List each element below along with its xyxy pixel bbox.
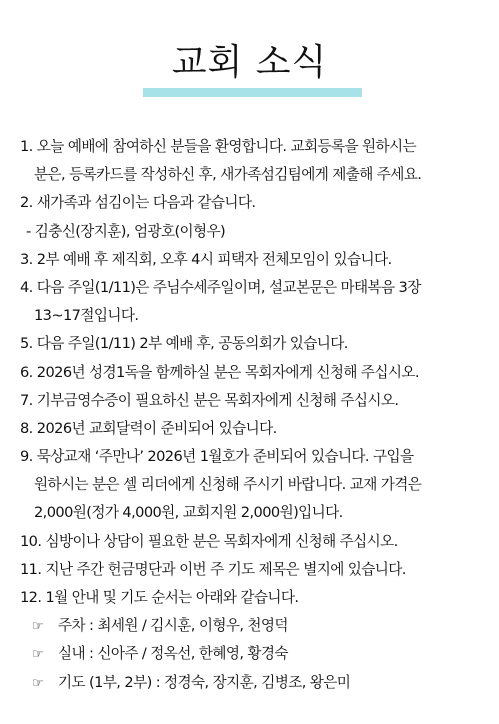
item-text: 2부 예배 후 제직회, 오후 4시 피택자 전체모임이 있습니다. bbox=[36, 250, 392, 268]
item-text: 지난 주간 헌금명단과 이번 주 기도 제목은 별지에 있습니다. bbox=[45, 560, 406, 578]
list-item-1-line-1 bbox=[20, 133, 490, 161]
item-number: 4. bbox=[20, 278, 33, 296]
item-text: 2,000원(정가 4,000원, 교회지원 2,000원)입니다. bbox=[34, 504, 343, 522]
item-text: 다음 주일(1/11)은 주님수세주일이며, 설교본문은 마태복음 3장 bbox=[36, 278, 421, 296]
item-number: 12. bbox=[20, 589, 42, 606]
item-subtext: - 김충신(장지훈), 엄광호(이형우) bbox=[26, 222, 226, 240]
bullet-text: 주차 : 최세원 / 김시훈, 이형우, 천영덕 bbox=[58, 617, 288, 635]
item-text: 오늘 예배에 참여하신 분들을 환영합니다. 교회등록을 원하시는 bbox=[36, 138, 416, 155]
bullet-text: 기도 (1부, 2부) : 정경숙, 장지훈, 김병조, 왕은미 bbox=[58, 673, 351, 691]
list-item-12 bbox=[20, 584, 490, 612]
list-item-11 bbox=[20, 556, 490, 584]
item-number: 7. bbox=[20, 391, 33, 409]
item-number: 9. bbox=[20, 448, 33, 466]
title-area bbox=[0, 38, 499, 98]
list-item-2 bbox=[20, 189, 490, 217]
item-number: 11. bbox=[20, 560, 42, 578]
list-item-9-line-1 bbox=[20, 443, 490, 471]
item-text: 기부금영수증이 필요하신 분은 목회자에게 신청해 주십시오. bbox=[36, 391, 399, 409]
item-text: 다음 주일(1/11) 2부 예배 후, 공동의회가 있습니다. bbox=[36, 335, 348, 353]
item-number: 2. bbox=[20, 194, 33, 212]
item-text: 심방이나 상담이 필요한 분은 목회자에게 신청해 주십시오. bbox=[45, 532, 398, 550]
item-text: 새가족과 섬김이는 다음과 같습니다. bbox=[36, 194, 256, 212]
item-number: 6. bbox=[20, 363, 33, 381]
bullet-parking bbox=[20, 612, 490, 640]
list-item-2-sub bbox=[20, 218, 490, 246]
list-item-7 bbox=[20, 387, 490, 415]
pointing-hand-icon: ☞ bbox=[32, 647, 44, 663]
item-text: 분은, 등록카드를 작성하신 후, 새가족섬김팀에게 제출해 주세요. bbox=[34, 166, 422, 184]
list-item-8 bbox=[20, 415, 490, 443]
bullet-indoor bbox=[20, 640, 490, 668]
item-number: 10. bbox=[20, 532, 42, 550]
item-number: 3. bbox=[20, 250, 33, 268]
item-text: 2026년 교회달력이 준비되어 있습니다. bbox=[36, 419, 277, 437]
list-item-9-line-2 bbox=[20, 471, 490, 499]
list-item-4-line-2 bbox=[20, 302, 490, 330]
list-item-10 bbox=[20, 528, 490, 556]
pointing-hand-icon: ☞ bbox=[32, 675, 44, 691]
pointing-hand-icon: ☞ bbox=[32, 619, 44, 635]
item-number: 8. bbox=[20, 419, 33, 437]
item-text: 13~17절입니다. bbox=[34, 307, 139, 325]
bullet-prayer bbox=[20, 669, 490, 697]
item-text: 원하시는 분은 셀 리더에게 신청해 주시기 바랍니다. 교재 가격은 bbox=[34, 476, 422, 494]
list-item-1-line-2 bbox=[20, 161, 490, 189]
bullet-text: 실내 : 신아주 / 정옥선, 한혜영, 황경숙 bbox=[58, 645, 288, 663]
item-number: 5. bbox=[20, 335, 33, 353]
list-item-9-line-3 bbox=[20, 499, 490, 527]
item-number: 1. bbox=[20, 138, 33, 155]
list-item-5 bbox=[20, 330, 490, 358]
page-title: 교회 소식 bbox=[171, 42, 328, 83]
item-text: 1월 안내 및 기도 순서는 아래와 같습니다. bbox=[45, 589, 299, 606]
item-text: 2026년 성경1독을 함께하실 분은 목회자에게 신청해 주십시오. bbox=[36, 363, 419, 381]
news-list bbox=[20, 133, 490, 697]
list-item-3 bbox=[20, 246, 490, 274]
item-text: 묵상교재 ‘주만나’ 2026년 1월호가 준비되어 있습니다. 구입을 bbox=[36, 448, 414, 466]
title-highlight-band bbox=[143, 88, 362, 97]
list-item-6 bbox=[20, 359, 490, 387]
list-item-4-line-1 bbox=[20, 274, 490, 302]
